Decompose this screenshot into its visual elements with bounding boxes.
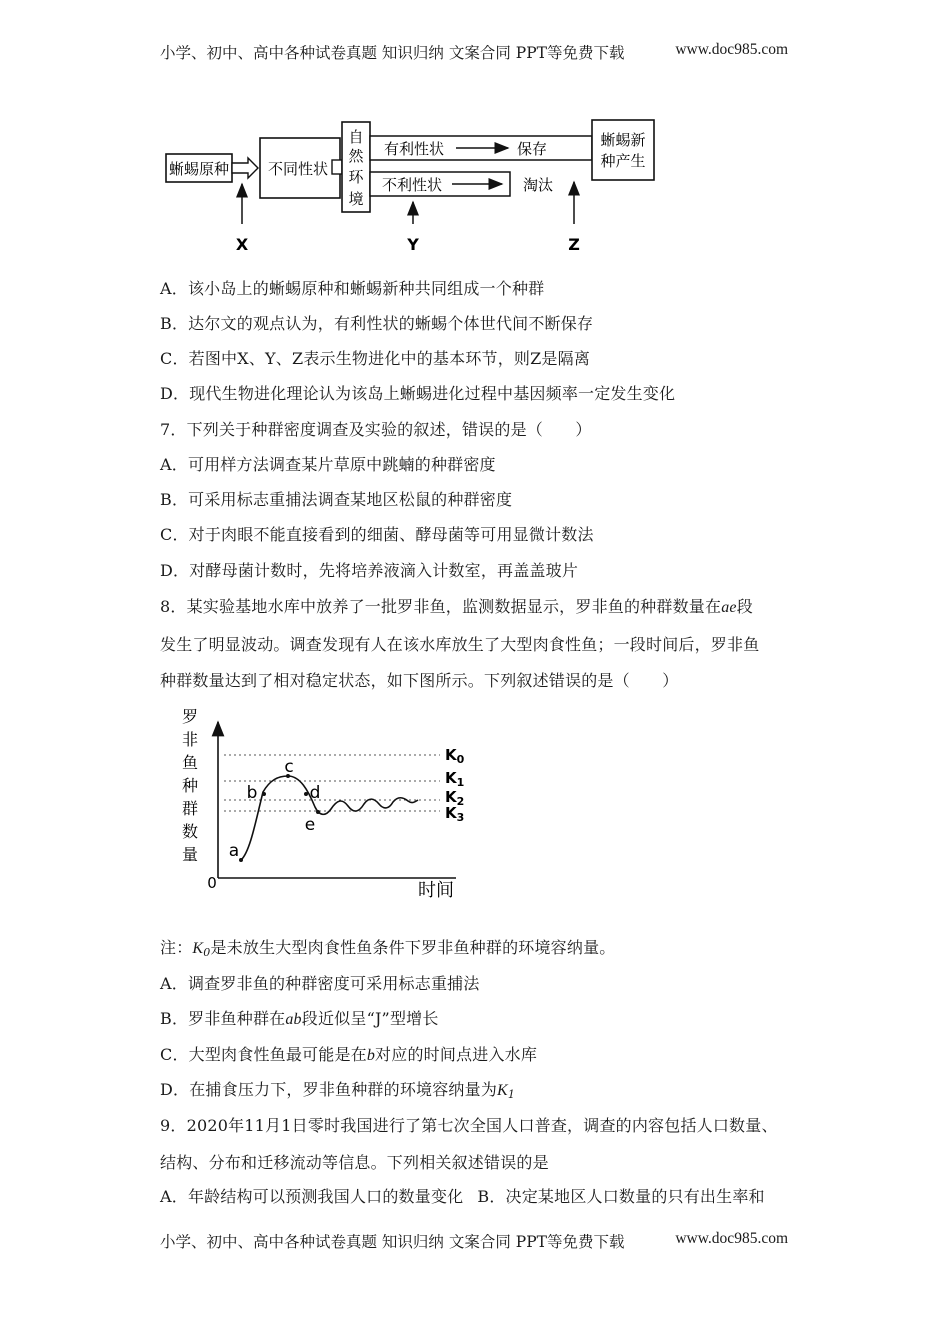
origin-label: 0 bbox=[207, 874, 217, 892]
q8-c-italic: b bbox=[366, 1047, 376, 1064]
q8-note-k: K bbox=[192, 940, 204, 957]
q9-stem-line-2: 结构、分布和迁移流动等信息。下列相关叙述错误的是 bbox=[160, 1153, 549, 1172]
x-axis-label: 时间 bbox=[418, 880, 454, 901]
k2-label-sub: 2 bbox=[456, 795, 465, 808]
favorable-label: 有利性状 bbox=[383, 140, 445, 158]
k3-label-base: K bbox=[445, 804, 457, 822]
new-species-line-1: 蜥蜴新 bbox=[600, 131, 646, 149]
hollow-arrow-icon bbox=[232, 158, 258, 178]
q8-c-prefix: C．大型肉食性鱼最可能是在 bbox=[160, 1045, 367, 1064]
q7-option-d[interactable]: D．对酵母菌计数时，先将培养液滴入计数室，再盖盖玻片 bbox=[160, 561, 579, 580]
footer-text: 小学、初中、高中各种试卷真题 知识归纳 文案合同 PPT等免费下载 bbox=[160, 1233, 625, 1251]
y-label-char-6: 数 bbox=[181, 822, 199, 841]
y-label: Y bbox=[407, 235, 419, 254]
new-species-box bbox=[592, 120, 654, 180]
header-url[interactable]: www.doc985.com bbox=[675, 41, 788, 58]
connector-notch bbox=[332, 160, 342, 174]
y-label-char-3: 鱼 bbox=[181, 753, 199, 772]
page-footer bbox=[160, 1230, 800, 1252]
k1-label-sub: 1 bbox=[456, 776, 465, 789]
k1-label-base: K bbox=[445, 769, 457, 787]
population-curve bbox=[241, 776, 418, 860]
q8-b-prefix: B．罗非鱼种群在 bbox=[160, 1009, 286, 1028]
y-label-char-1: 罗 bbox=[181, 707, 199, 726]
q7-option-a[interactable]: A．可用样方法调查某片草原中跳蝻的种群密度 bbox=[160, 455, 496, 474]
q8-c-suffix: 对应的时间点进入水库 bbox=[375, 1045, 538, 1064]
k2-label-base: K bbox=[445, 788, 457, 806]
q8-note-text: 是未放生大型肉食性鱼条件下罗非鱼种群的环境容纳量。 bbox=[210, 938, 616, 957]
evolution-diagram bbox=[160, 116, 680, 256]
unfavorable-label: 不利性状 bbox=[381, 176, 443, 194]
q6-option-c[interactable]: C．若图中X、Y、Z表示生物进化中的基本环节，则Z是隔离 bbox=[160, 349, 591, 368]
q7-option-c[interactable]: C．对于肉眼不能直接看到的细菌、酵母菌等可用显微计数法 bbox=[160, 525, 594, 544]
q8-note-sub: 0 bbox=[203, 946, 211, 959]
q7-stem: 7．下列关于种群密度调查及实验的叙述，错误的是（ ） bbox=[160, 420, 592, 439]
q8-note-prefix: 注： bbox=[160, 938, 193, 957]
q6-option-d[interactable]: D．现代生物进化理论认为该岛上蜥蜴进化过程中基因频率一定发生变化 bbox=[160, 384, 676, 403]
environment-char-3: 环 bbox=[348, 168, 364, 186]
q9-option-b[interactable]: B．决定某地区人口数量的只有出生率和 bbox=[477, 1187, 765, 1206]
eliminate-label: 淘汰 bbox=[522, 176, 554, 194]
y-label-char-2: 非 bbox=[181, 730, 199, 749]
q8-option-d[interactable] bbox=[160, 1077, 515, 1101]
q8-d-k: K bbox=[497, 1082, 508, 1099]
point-e-marker bbox=[316, 810, 320, 814]
k0-label-sub: 0 bbox=[456, 753, 465, 766]
q8-stem-1b: 段 bbox=[736, 597, 753, 616]
q8-note bbox=[160, 935, 616, 959]
q8-stem-line-1 bbox=[160, 594, 753, 617]
q8-d-prefix: D．在捕食压力下，罗非鱼种群的环境容纳量为 bbox=[160, 1080, 498, 1099]
q8-b-suffix: 段近似呈“J”型增长 bbox=[301, 1009, 439, 1028]
point-c-label: c bbox=[284, 757, 294, 777]
point-e-label: e bbox=[304, 815, 316, 835]
k0-label-base: K bbox=[445, 746, 457, 764]
point-b-marker bbox=[262, 792, 266, 796]
q8-b-italic: ab bbox=[285, 1011, 302, 1028]
environment-char-1: 自 bbox=[348, 128, 364, 146]
point-a-label: a bbox=[228, 841, 240, 861]
q6-option-a[interactable]: A．该小岛上的蜥蜴原种和蜥蜴新种共同组成一个种群 bbox=[160, 279, 545, 298]
header-text: 小学、初中、高中各种试卷真题 知识归纳 文案合同 PPT等免费下载 bbox=[160, 44, 625, 62]
point-d-label: d bbox=[309, 783, 321, 803]
point-d-marker bbox=[304, 792, 308, 796]
origin-label: 蜥蜴原种 bbox=[168, 160, 230, 178]
y-label-char-7: 量 bbox=[181, 845, 199, 864]
q8-option-c[interactable] bbox=[160, 1042, 537, 1065]
q8-stem-line-3: 种群数量达到了相对稳定状态，如下图所示。下列叙述错误的是（ ） bbox=[160, 671, 679, 690]
q8-stem-1a: 8．某实验基地水库中放养了一批罗非鱼，监测数据显示，罗非鱼的种群数量在 bbox=[160, 597, 722, 616]
k0-label bbox=[445, 746, 465, 766]
z-label: Z bbox=[568, 235, 580, 254]
new-species-line-2: 种产生 bbox=[600, 152, 646, 170]
q7-option-b[interactable]: B．可采用标志重捕法调查某地区松鼠的种群密度 bbox=[160, 490, 513, 509]
point-a-marker bbox=[239, 858, 243, 862]
y-label-char-4: 种 bbox=[181, 776, 199, 795]
q6-option-b[interactable]: B．达尔文的观点认为，有利性状的蜥蜴个体世代间不断保存 bbox=[160, 314, 594, 333]
k1-label bbox=[445, 769, 464, 789]
point-b-label: b bbox=[246, 783, 258, 803]
y-label-char-5: 群 bbox=[181, 799, 199, 818]
x-label: X bbox=[235, 235, 249, 254]
q8-option-b[interactable] bbox=[160, 1006, 439, 1029]
environment-char-4: 境 bbox=[348, 190, 364, 208]
q8-d-sub: 1 bbox=[507, 1088, 516, 1101]
q9-option-a[interactable]: A．年龄结构可以预测我国人口的数量变化 bbox=[160, 1187, 464, 1206]
q8-stem-1-italic: ae bbox=[721, 599, 737, 616]
q9-options-row bbox=[160, 1184, 765, 1207]
environment-char-2: 然 bbox=[348, 147, 364, 165]
keep-label: 保存 bbox=[516, 140, 548, 158]
q8-stem-line-2: 发生了明显波动。调查发现有人在该水库放生了大型肉食性鱼；一段时间后，罗非鱼 bbox=[160, 635, 760, 654]
population-chart bbox=[168, 702, 468, 904]
k3-label-sub: 3 bbox=[456, 811, 465, 824]
traits-label: 不同性状 bbox=[267, 160, 329, 178]
q8-option-a[interactable]: A．调查罗非鱼的种群密度可采用标志重捕法 bbox=[160, 974, 480, 993]
footer-url[interactable]: www.doc985.com bbox=[675, 1230, 788, 1247]
page-header bbox=[160, 41, 800, 63]
q9-stem-line-1: 9．2020年11月1日零时我国进行了第七次全国人口普查，调查的内容包括人口数量、 bbox=[160, 1116, 778, 1135]
